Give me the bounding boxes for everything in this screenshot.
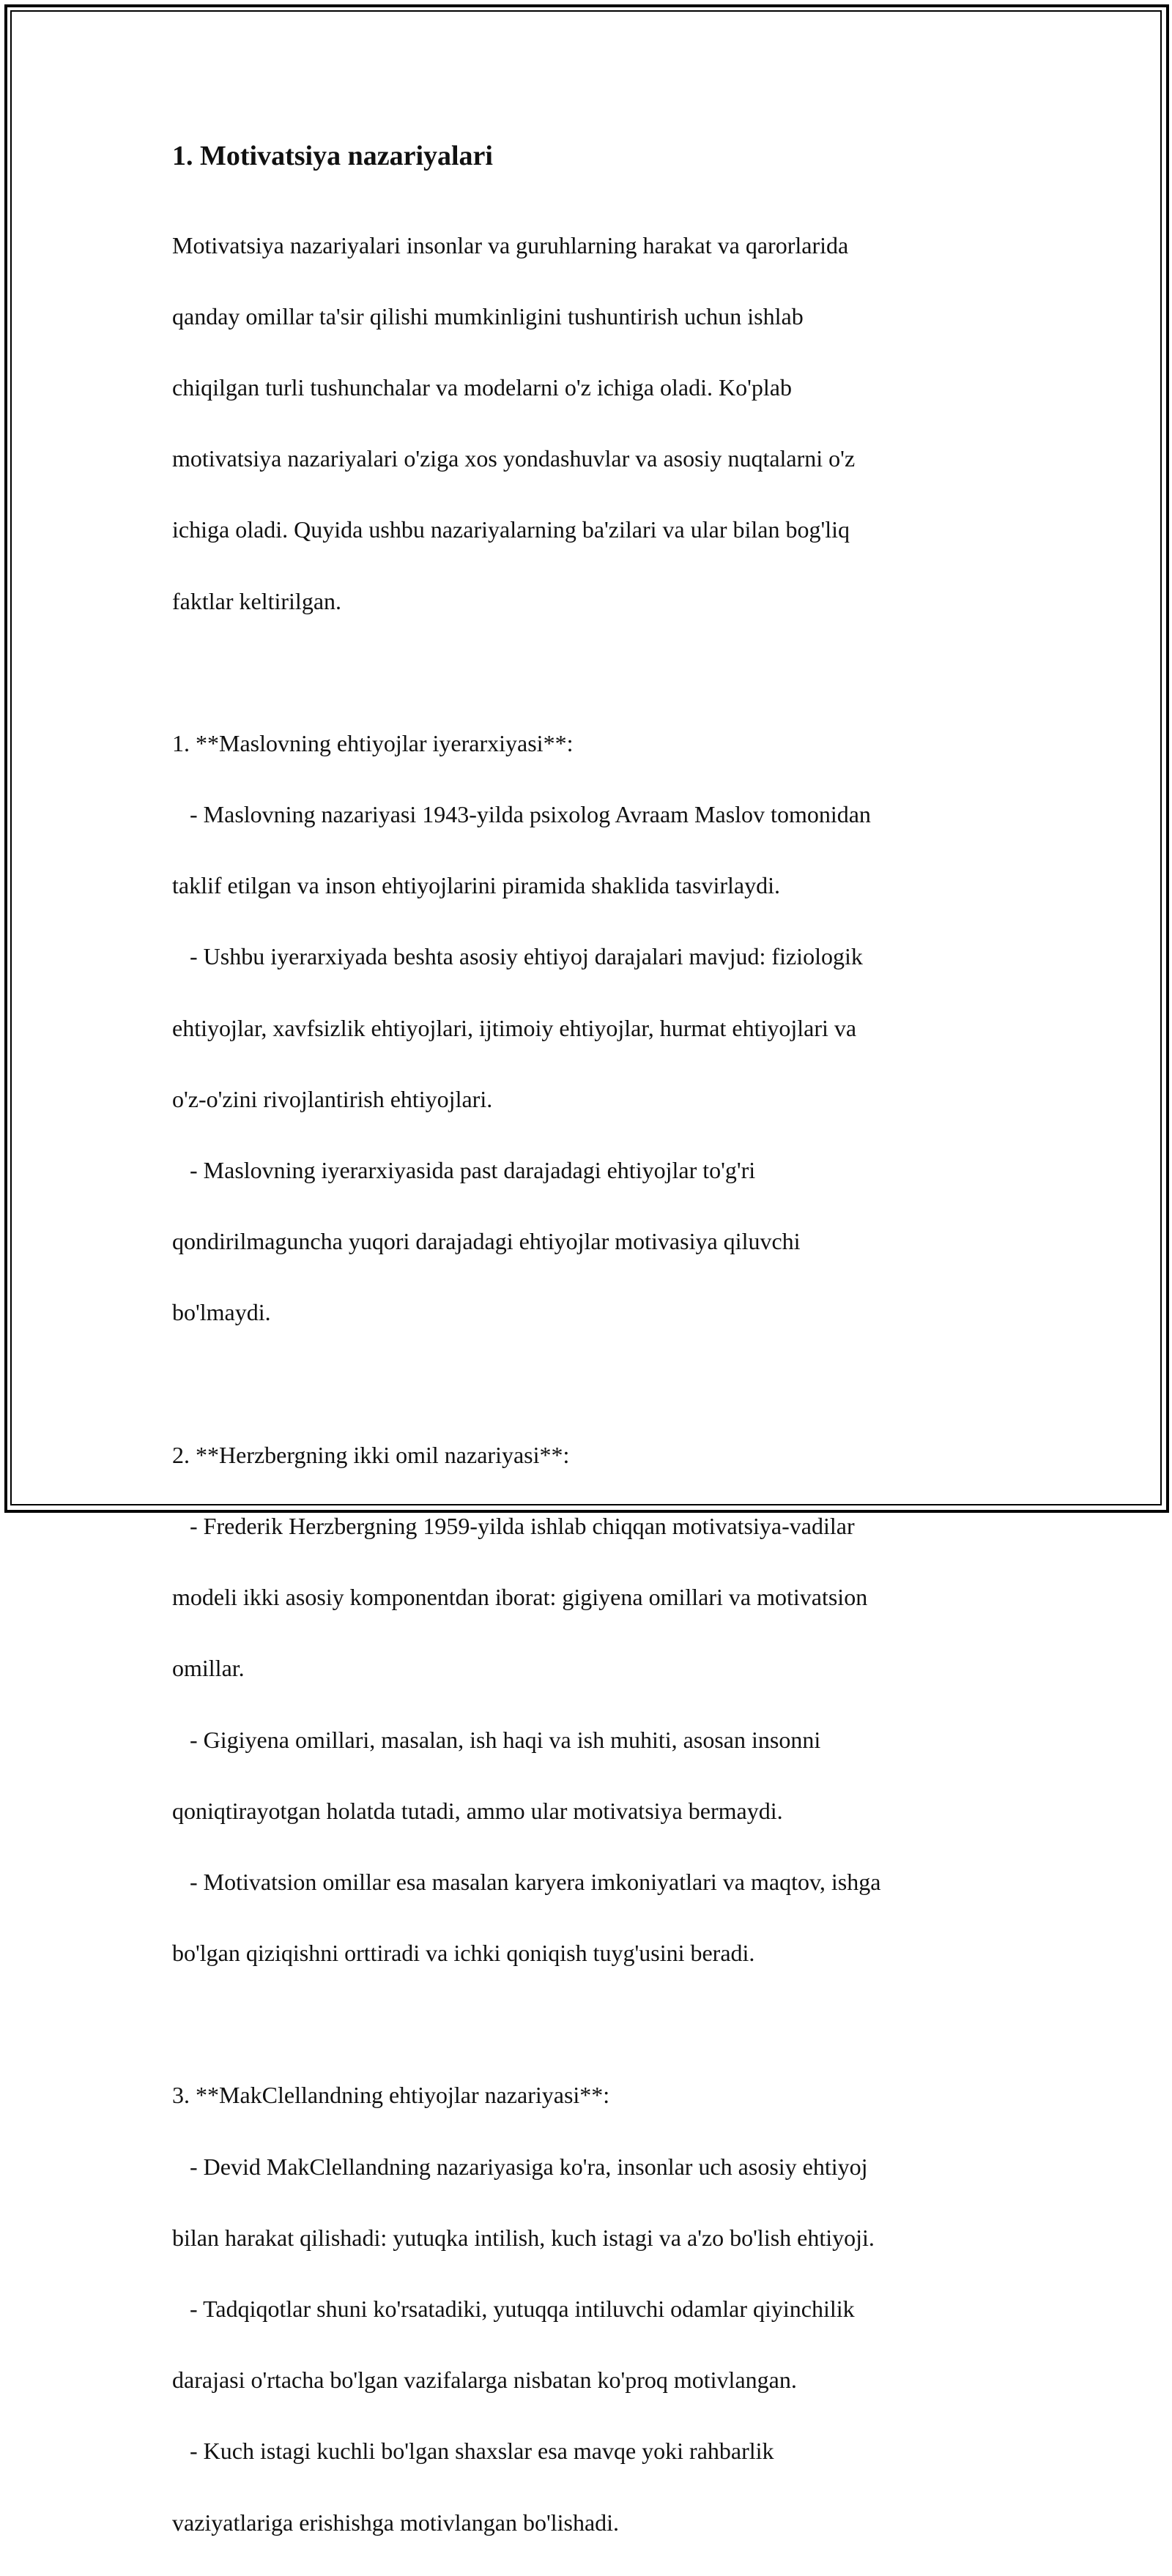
text-line: taklif etilgan va inson ehtiyojlarini piramida shaklida tasvirlaydi. (172, 872, 781, 899)
document-title: 1. Motivatsiya nazariyalari (172, 141, 493, 171)
text-line: chiqilgan turli tushunchalar va modelarni o'z ichiga oladi. Ko'plab (172, 373, 792, 401)
text-line: qondirilmaguncha yuqori darajadagi ehtiyojlar motivasiya qiluvchi (172, 1228, 801, 1255)
blank-line (172, 1366, 1000, 1402)
text-line: qanday omillar ta'sir qilishi mumkinligini tushuntirish uchun ishlab (172, 302, 804, 330)
text-line: omillar. (172, 1655, 245, 1682)
text-line: - Maslovning nazariyasi 1943-yilda psixolog Avraam Maslov tomonidan (172, 801, 871, 828)
text-line: modeli ikki asosiy komponentdan iborat: gigiyena omillari va motivatsion (172, 1584, 868, 1611)
text-line: bo'lmaydi. (172, 1299, 271, 1326)
text-line: vaziyatlariga erishishga motivlangan bo'lishadi. (172, 2509, 620, 2536)
section-heading: 3. **MakClellandning ehtiyojlar nazariyasi**: (172, 2082, 610, 2109)
text-line: bo'lgan qiziqishni orttiradi va ichki qoniqish tuyg'usini beradi. (172, 1940, 755, 1967)
text-line: motivatsiya nazariyalari o'ziga xos yondashuvlar va asosiy nuqtalarni o'z (172, 445, 856, 472)
section-herzberg (172, 1401, 1000, 2006)
text-line: qoniqtirayotgan holatda tutadi, ammo ular motivatsiya bermaydi. (172, 1797, 783, 1824)
intro-paragraph (172, 192, 1000, 655)
text-line: - Ushbu iyerarxiyada beshta asosiy ehtiyoj darajalari mavjud: fiziologik (172, 943, 863, 970)
text-line: ehtiyojlar, xavfsizlik ehtiyojlari, ijtimoiy ehtiyojlar, hurmat ehtiyojlari va (172, 1014, 857, 1041)
blank-line (172, 2006, 1000, 2042)
section-mcclelland (172, 2042, 1000, 2576)
text-line: o'z-o'zini rivojlantirish ehtiyojlari. (172, 1085, 493, 1112)
section-maslow (172, 690, 1000, 1366)
section-heading: 1. **Maslovning ehtiyojlar iyerarxiyasi**: (172, 729, 574, 756)
text-line: darajasi o'rtacha bo'lgan vazifalarga nisbatan ko'proq motivlangan. (172, 2367, 797, 2394)
text-line: faktlar keltirilgan. (172, 587, 342, 614)
text-line: - Devid MakClellandning nazariyasiga ko'ra, insonlar uch asosiy ehtiyoj (172, 2153, 868, 2180)
text-line: - Maslovning iyerarxiyasida past darajadagi ehtiyojlar to'g'ri (172, 1157, 756, 1184)
text-line: - Kuch istagi kuchli bo'lgan shaxslar esa mavqe yoki rahbarlik (172, 2438, 774, 2465)
text-line: - Motivatsion omillar esa masalan karyera imkoniyatlari va maqtov, ishga (172, 1868, 881, 1895)
text-line: ichiga oladi. Quyida ushbu nazariyalarning ba'zilari va ular bilan bog'liq (172, 516, 850, 543)
text-line: Motivatsiya nazariyalari insonlar va guruhlarning harakat va qarorlarida (172, 231, 849, 258)
blank-line (172, 655, 1000, 690)
text-line: bilan harakat qilishadi: yutuqka intilish, kuch istagi va a'zo bo'lish ehtiyoji. (172, 2224, 875, 2251)
document-body (172, 138, 1000, 2576)
text-line: - Gigiyena omillari, masalan, ish haqi va ish muhiti, asosan insonni (172, 1726, 821, 1753)
text-line: - Tadqiqotlar shuni ko'rsatadiki, yutuqqa intiluvchi odamlar qiyinchilik (172, 2296, 855, 2323)
section-heading: 2. **Herzbergning ikki omil nazariyasi**: (172, 1441, 570, 1468)
text-line: - Frederik Herzbergning 1959-yilda ishlab chiqqan motivatsiya-vadilar (172, 1512, 855, 1539)
